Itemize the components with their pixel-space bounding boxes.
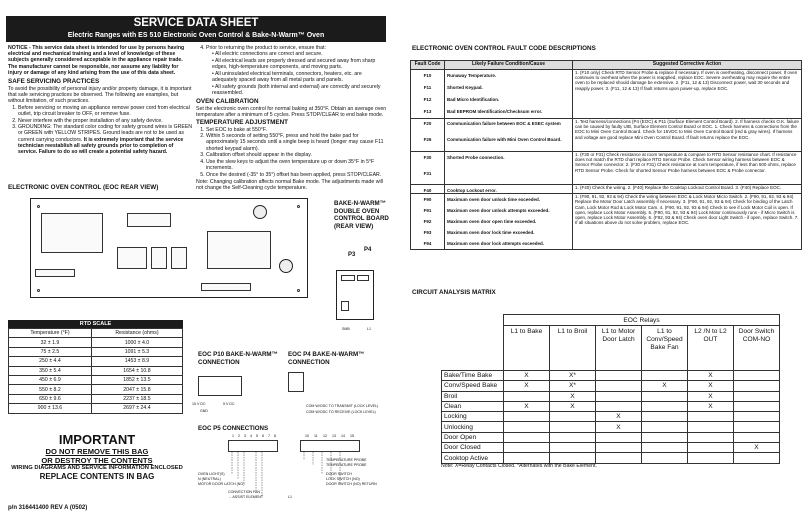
safe-bullet: • All uninsulated electrical terminals, connectors, heaters, etc. are adequately spaced away from all metal parts and panels. (212, 70, 362, 84)
matrix-cell: X* (550, 371, 596, 381)
p4-pin-label: COM W/ODC TO TRANSMIT (LOCK LEVEL) (306, 404, 379, 408)
matrix-column-header: L1 to Bake (504, 326, 550, 371)
pin-number: 14 (341, 434, 345, 438)
matrix-cell (642, 371, 688, 381)
important-heading: IMPORTANT (58, 432, 136, 447)
fault-cause (445, 185, 573, 194)
matrix-column-header: L1 to Conv/Speed Bake Fan (642, 326, 688, 371)
pin-number: 12 (323, 434, 327, 438)
fault-cause (445, 119, 573, 152)
important-line: OR DESTROY THE CONTENTS (41, 456, 153, 465)
relay (117, 247, 147, 269)
safe-bullet: • All electrical leads are properly dressed and secured away from sharp edges, high-temperature components, and moving parts. (212, 57, 376, 71)
fault-code-value: F11 (423, 85, 432, 90)
matrix-cell (596, 401, 642, 411)
pin-number: 10 (305, 434, 309, 438)
matrix-column-header: L1 to Broil (550, 326, 596, 371)
rtd-title: RTD SCALE (8, 320, 183, 328)
pin-number: 6 (262, 434, 264, 438)
page-title: SERVICE DATA SHEET (133, 17, 259, 29)
fault-action: 1. Test harness/connections (P4 (EOC) & P11 (Surface Element Control Board). 2. If harness checks O.K. failure can be caused by faulty UIB, Surface Element Control Board or EOC. 1. Check harness & connections from the EOC to Mini Oven Control Board. Check for 15VDC to Mini Oven Control Board (red & gray wires). If harness and voltage are good replace Mini Oven Control Board. If fault returns replace the EOC. (573, 119, 802, 152)
table-cell: 550 ± 8.2 (9, 385, 92, 394)
p5-right-label: TEMPERATURE PROBE (326, 463, 367, 467)
connector-strip (357, 275, 369, 281)
fault-cause-value: Maximum oven door lock time exceeded. (447, 230, 535, 236)
table-header-row (9, 329, 183, 338)
fault-col-cause: Likely Failure Condition/Cause (445, 61, 573, 70)
table-row (411, 70, 802, 119)
table-row (9, 347, 183, 356)
rtd-col-resistance: Resistance (ohms) (91, 329, 182, 338)
matrix-cell (642, 401, 688, 411)
table-cell: 2047 ± 15.8 (91, 385, 182, 394)
matrix-cell: X (642, 381, 688, 391)
important-notice (8, 433, 186, 482)
circuit-matrix-table (441, 314, 780, 464)
connector-strip (201, 283, 251, 291)
table-row (442, 401, 780, 411)
table-row (9, 404, 183, 413)
fault-code-table (410, 60, 802, 250)
matrix-cell (642, 422, 688, 432)
notice-text: This service data sheet is intended for use by persons having electrical and mechanical training and a level of knowledge of these subjects generally considered acceptable in the appliance repair trade. The manufacturer cannot be responsible, nor assume any liability for injury or damage of any kind arising from the use of this data sheet. (8, 45, 185, 76)
matrix-cell: X* (550, 381, 596, 391)
matrix-row-label: Locking (442, 412, 504, 422)
matrix-cell (642, 453, 688, 463)
header-banner (6, 16, 386, 42)
matrix-column-header: L2 /N to L2 OUT (688, 326, 734, 371)
mount-hole-icon (297, 205, 300, 208)
board-chip (41, 213, 103, 253)
p10-title: EOC P10 BAKE-N-WARM™ CONNECTION (198, 351, 278, 366)
table-row (442, 422, 780, 432)
fault-action: 1. (F40) Check the wiring. 2. (F40) Replace the Cooktop Lockout Control Board. 3. (F40) Replace EOC. (573, 185, 802, 194)
fault-col-code: Fault Code (411, 61, 445, 70)
p4-label: P4 (364, 247, 372, 253)
p5-right-label: LOCK SWITCH (NO) (326, 477, 360, 481)
matrix-column-header: L1 to Motor Door Latch (596, 326, 642, 371)
calibration-step: 5. Once the desired (-35° to 35°) offset has been applied, press STOP/CLEAR. (206, 172, 388, 178)
fault-cause-value: Shorted Probe connection. (447, 155, 505, 160)
rtd-scale (8, 320, 183, 414)
matrix-cell (504, 443, 550, 453)
matrix-relays-row (442, 315, 780, 326)
fault-cause-value: Shorted Keypad. (447, 85, 483, 90)
important-line: DO NOT REMOVE THIS BAG (45, 447, 149, 456)
mount-hole-icon (37, 205, 40, 208)
p4-connector-diagram (288, 372, 304, 392)
matrix-cell (734, 432, 780, 442)
part-number: p/n 316441400 REV A (0502) (8, 505, 88, 511)
p5-left-label: N (NEUTRAL) (198, 477, 221, 481)
p3-label: P3 (348, 252, 356, 258)
important-line: WIRING DIAGRAMS AND SERVICE INFORMATION ENCLOSED (11, 465, 183, 471)
matrix-cell: X (550, 401, 596, 411)
p10-pin-label: 15 V DC (192, 402, 206, 406)
double-oven-board-label: BAKE-N-WARM™ DOUBLE OVEN CONTROL BOARD (REAR VIEW) (334, 200, 389, 230)
notice-lead: NOTICE - (8, 45, 31, 51)
connector-strip (35, 269, 75, 277)
eoc-board-diagram (30, 198, 308, 298)
table-cell: 1000 ± 4.0 (91, 338, 182, 347)
table-header-row (411, 61, 802, 70)
matrix-row-label: Cooktop Active (442, 453, 504, 463)
matrix-row-label: Unlocking (442, 422, 504, 432)
matrix-cell: X (688, 381, 734, 391)
matrix-cell (504, 453, 550, 463)
fault-col-action: Suggested Corrective Action (573, 61, 802, 70)
p5-left-label: → ASSIST ELEMENT (228, 495, 264, 499)
safe-intro: To avoid the possibility of personal injury and/or property damage, it is important that safe servicing practices be observed. The following are examples, but without limitation, of such practices. (8, 86, 192, 105)
matrix-cell: X (688, 371, 734, 381)
calibration-step: 3. Calibration offset should appear in the display. (206, 152, 388, 158)
rtd-col-temperature: Temperature (°F) (9, 329, 92, 338)
table-cell: 2237 ± 18.5 (91, 394, 182, 403)
relay (171, 247, 187, 269)
matrix-cell (688, 443, 734, 453)
safe-bullet: • All electric connections are correct and secure. (212, 51, 323, 58)
notice-paragraph (8, 45, 193, 76)
matrix-cell: X (688, 391, 734, 401)
rtd-table (8, 328, 183, 414)
fault-code (411, 119, 445, 152)
temp-adjust-title: TEMPERATURE ADJUSTMENT (196, 118, 289, 126)
matrix-cell (734, 371, 780, 381)
calibration-intro: Set the electronic oven control for normal baking at 350°F. Obtain an average oven temperature after a minimum of 5 cycles. Press STOP/CLEAR to end bake mode. (196, 106, 387, 119)
matrix-cell (688, 453, 734, 463)
fault-cause-value: Maximum oven door lock attempts exceeded. (447, 241, 545, 247)
table-cell: 32 ± 1.9 (9, 338, 92, 347)
table-row (442, 381, 780, 391)
left-column (8, 45, 193, 156)
table-row (9, 394, 183, 403)
p5-title: EOC P5 CONNECTIONS (198, 425, 269, 432)
safe-step-3-text: GROUNDING: The standard color coding for safety ground wires is GREEN or GREEN with YELLOW STRIPES. Ground leads are not to be used as current carrying conductors. (18, 124, 193, 143)
pin-number: 2 (238, 434, 240, 438)
matrix-row-label: Conv/Speed Bake (442, 381, 504, 391)
matrix-cell: X (504, 381, 550, 391)
display-module (207, 231, 271, 269)
table-row (442, 391, 780, 401)
safe-step: 2. Never interfere with the proper installation of any safety device. (18, 118, 193, 124)
p5-left-connector (228, 434, 278, 452)
calibration-step: 1. Set EOC to bake at 550°F. (206, 127, 388, 133)
matrix-cell (734, 391, 780, 401)
fault-code-value: F20 (423, 121, 432, 126)
matrix-cell (734, 422, 780, 432)
matrix-cell: X (504, 371, 550, 381)
safe-servicing-title: SAFE SERVICING PRACTICES (8, 78, 100, 86)
safe-step-3-bold: It is extremely important that the service technician reestablish all safety grounds prior to completion of service. Failure to do so will create a potential safety hazard. (18, 136, 184, 156)
table-cell: 75 ± 2.5 (9, 347, 92, 356)
matrix-cell: X (688, 401, 734, 411)
safe-bullet: • All safety grounds (both internal and external) are correctly and securely reassembled. (212, 83, 381, 96)
matrix-corner (442, 326, 504, 371)
matrix-cell (642, 432, 688, 442)
matrix-cell (688, 432, 734, 442)
matrix-cell (642, 412, 688, 422)
fault-code-value: F91 (423, 208, 432, 214)
matrix-row-label: Clean (442, 401, 504, 411)
l1-label: L1 (367, 327, 371, 331)
rear-view-title: ELECTRONIC OVEN CONTROL (EOC REAR VIEW) (8, 184, 159, 191)
matrix-row-label: Broil (442, 391, 504, 401)
matrix-cell (688, 412, 734, 422)
table-cell: 350 ± 5.4 (9, 366, 92, 375)
matrix-cell (504, 391, 550, 401)
fault-code-value: F31 (423, 171, 432, 176)
calibration-title: OVEN CALIBRATION (196, 98, 259, 106)
fault-action: 1. (F10 only) Check RTD Sensor Probe & replace if necessary. If oven is overheating, disconnect power. If oven continues to overheat when the power is reapplied, replace EOC. Severe overheating may require the entire oven to be replaced should damage be extensive. 2. (F11, 12 & 13) Disconnect power, wait 30 seconds and reapply power. 3. (F11, 12 & 13) If fault returns upon power-up, replace EOC. (573, 70, 802, 119)
pin-number: 3 (244, 434, 246, 438)
table-row (442, 432, 780, 442)
matrix-row-label: Door Closed (442, 443, 504, 453)
fault-cause-value: Maximum oven door unlock time exceeded. (447, 197, 541, 203)
matrix-cell (596, 432, 642, 442)
fault-cause (445, 194, 573, 250)
table-row (9, 366, 183, 375)
p5-right-connector (300, 434, 360, 452)
p5-right-label: DOOR SWITCH (NO) RETURN (326, 482, 377, 486)
mount-hole-icon (297, 289, 300, 292)
fault-code-value: F93 (423, 230, 432, 236)
table-cell: 450 ± 6.9 (9, 375, 92, 384)
matrix-row-label: Door Open (442, 432, 504, 442)
table-row (411, 185, 802, 194)
p5-wiring-diagram (196, 452, 386, 500)
matrix-cell (734, 381, 780, 391)
matrix-column-header: Door Switch COM-NO (734, 326, 780, 371)
matrix-cell (504, 412, 550, 422)
fault-code (411, 185, 445, 194)
matrix-cell: X (550, 391, 596, 401)
fault-code-value: F90 (423, 197, 432, 203)
matrix-cell (688, 422, 734, 432)
matrix-cell (504, 422, 550, 432)
matrix-cell (504, 432, 550, 442)
pin-number: 15 (350, 434, 354, 438)
matrix-cell (596, 381, 642, 391)
table-cell: 1654 ± 10.8 (91, 366, 182, 375)
table-cell: 650 ± 9.6 (9, 394, 92, 403)
fault-code-value: F92 (423, 219, 432, 225)
p5-left-label: CONVECTION FAN (228, 490, 260, 494)
fault-cause-value: Communication failure with Mini Oven Control Board. (447, 137, 562, 142)
p5-right-label: DOOR SWITCH (326, 472, 352, 476)
matrix-cell: X (596, 412, 642, 422)
p4-title: EOC P4 BAKE-N-WARM™ CONNECTION (288, 351, 365, 366)
pin-number: 7 (268, 434, 270, 438)
table-row (9, 338, 183, 347)
matrix-cell (642, 391, 688, 401)
matrix-cell (734, 412, 780, 422)
matrix-cell (550, 443, 596, 453)
p4-pin-label: COM W/ODC TO RECEIVE (LOCK LEVEL) (306, 410, 376, 414)
matrix-cell (550, 412, 596, 422)
table-cell: 1091 ± 5.3 (91, 347, 182, 356)
connector-strip (127, 213, 171, 227)
smb-label: SMB (342, 327, 350, 331)
safe-step (18, 124, 193, 155)
connector-strip (341, 275, 355, 281)
fault-cause (445, 70, 573, 119)
fault-code-value: F12 (423, 97, 432, 102)
calibration-step: 2. Within 5 seconds of setting 550°F, press and hold the bake pad for approximately 15 seconds until a single beep is heard (longer may cause F11 shorted keypad alarm). (206, 133, 388, 152)
table-row (9, 357, 183, 366)
table-row (442, 412, 780, 422)
fault-table-title: ELECTRONIC OVEN CONTROL FAULT CODE DESCRIPTIONS (412, 45, 596, 52)
circuit-matrix-title: CIRCUIT ANALYSIS MATRIX (412, 289, 496, 296)
fault-code-value: F13 (423, 109, 432, 114)
pin-number: 5 (256, 434, 258, 438)
p10-pin-label: 5 V DC (223, 402, 235, 406)
fault-cause-value: Cooktop Lockout error. (447, 188, 497, 193)
matrix-cell: X (734, 443, 780, 453)
matrix-row-label: Bake/Time Bake (442, 371, 504, 381)
table-row (411, 194, 802, 250)
fault-cause-value: Communication failure between EOC & ESEC system (447, 121, 561, 126)
fault-code-value: F94 (423, 241, 432, 247)
matrix-cell (596, 371, 642, 381)
table-row (411, 119, 802, 152)
fault-cause-value: Maximum oven door open time exceeded. (447, 219, 537, 225)
fault-code-value: F30 (423, 155, 432, 160)
matrix-cell (734, 401, 780, 411)
pin-number: 1 (232, 434, 234, 438)
fault-action: 1. (F30 or F31) Check resistance at room temperature & compare to RTD Sensor resistance chart. If resistance does not match the RTD chart replace RTD Sensor Probe. Check Sensor wiring harness between EOC & Sensor Probe connector. 2. (F30 or F31) Check resistance at room temperature, if less than 500 ohms, replace RTD Sensor Probe. Check for shorted Sensor Probe harness between EOC & Probe connector. (573, 152, 802, 185)
table-row (442, 443, 780, 453)
p10-pin-label: GND (200, 409, 208, 413)
safe-steps (8, 105, 193, 156)
safe-step-4-text: Prior to returning the product to service, ensure that: (206, 45, 326, 51)
pin-number: 11 (314, 434, 318, 438)
matrix-cell: X (596, 422, 642, 432)
fault-code-value: F10 (423, 73, 432, 78)
table-cell: 1852 ± 13.5 (91, 375, 182, 384)
p5-left-label: OVEN LIGHT(S) (198, 472, 225, 476)
calibration-note: Note: Changing calibration affects normal Bake mode. The adjustments made will not change the Self-Cleaning cycle temperature. (196, 178, 383, 191)
calibration-step: 4. Use the slew keys to adjust the oven temperature up or down 35°F in 5°F increments. (206, 159, 388, 171)
matrix-corner (442, 315, 504, 326)
fault-action: 1. (F90, 91, 92, 93 & 94) Check the wiring between EOC & Lock Motor Micro Switch. 2. (F90, 91, 92, 93 & 94) Replace the Motor Door Latch assembly if necessary. 3. (F90, 91, 92, 93 & 94) Check for binding of the Latch Cam, Lock Motor Rod & Lock Motor Cam. 4. (F90, 91, 92, 93 & 94) Check to see if Lock Motor Coil is open. If open, replace Lock Motor Assembly. 5. (F90, 91, 92, 93 & 94) Lock Motor continuously runs - if Micro Switch is open, replace Lock Motor Assembly. 6. (F92, 93 & 94) Check oven door Light Switch - if open, replace Switch. 7. If all situations above do not solve problem, replace EOC. (573, 194, 802, 250)
matrix-cell (596, 453, 642, 463)
matrix-cell (596, 443, 642, 453)
matrix-column-row (442, 326, 780, 371)
table-row (442, 371, 780, 381)
p5-right-label: TEMPERATURE PROBE (326, 458, 367, 462)
middle-column (196, 45, 388, 191)
table-row (411, 152, 802, 185)
safe-steps-continued (196, 45, 388, 96)
fault-cause-value: Bad Micro Identification. (447, 97, 500, 102)
p5-l1-label: L1 (288, 495, 292, 499)
p10-connector-diagram (198, 376, 242, 396)
table-cell: 2697 ± 24.4 (91, 404, 182, 413)
matrix-cell (550, 422, 596, 432)
p5-left-label: MOTOR DOOR LATCH (NO) (198, 482, 245, 486)
buzzer-icon (279, 259, 293, 273)
important-line: REPLACE CONTENTS IN BAG (39, 471, 155, 481)
matrix-note: Note: X=Relay Contacts Closed. *Alternates with the Bake Element. (441, 463, 597, 469)
table-cell: 900 ± 13.6 (9, 404, 92, 413)
fault-code (411, 152, 445, 185)
safe-bullets (206, 51, 388, 96)
table-cell: 250 ± 4.4 (9, 357, 92, 366)
fault-code-value: F26 (423, 137, 432, 142)
fault-cause-value: Bad EEPROM Identification/Checksum error. (447, 109, 543, 114)
pin-number: 13 (332, 434, 336, 438)
double-oven-board-diagram (336, 270, 374, 320)
matrix-cell (550, 432, 596, 442)
table-row (9, 385, 183, 394)
relay (151, 247, 167, 269)
matrix-cell (734, 453, 780, 463)
relay (341, 301, 349, 311)
relays-header: EOC Relays (504, 315, 780, 326)
table-cell: 1453 ± 8.9 (91, 357, 182, 366)
matrix-cell (642, 443, 688, 453)
matrix-cell: X (504, 401, 550, 411)
table-row (442, 453, 780, 463)
fault-cause (445, 152, 573, 185)
fault-code (411, 194, 445, 250)
calibration-steps (196, 127, 388, 179)
matrix-cell (550, 453, 596, 463)
page-subtitle: Electric Ranges with ES 510 Electronic Oven Control & Bake-N-Warm™ Oven (67, 32, 325, 39)
fault-code (411, 70, 445, 119)
fault-cause-value: Runaway Temperature. (447, 73, 497, 78)
safe-step (206, 45, 388, 96)
fault-code-value: F40 (423, 188, 432, 193)
table-row (9, 375, 183, 384)
matrix-cell (596, 391, 642, 401)
pin-number: 4 (250, 434, 252, 438)
pin-number: 8 (274, 434, 276, 438)
buzzer-icon (253, 205, 267, 219)
safe-step: 1. Before servicing or moving an appliance remove power cord from electrical outlet, trip circuit breaker to OFF, or remove fuse. (18, 105, 193, 117)
fault-cause-value: Maximum oven door unlock attempts exceeded. (447, 208, 550, 214)
mount-hole-icon (37, 289, 40, 292)
